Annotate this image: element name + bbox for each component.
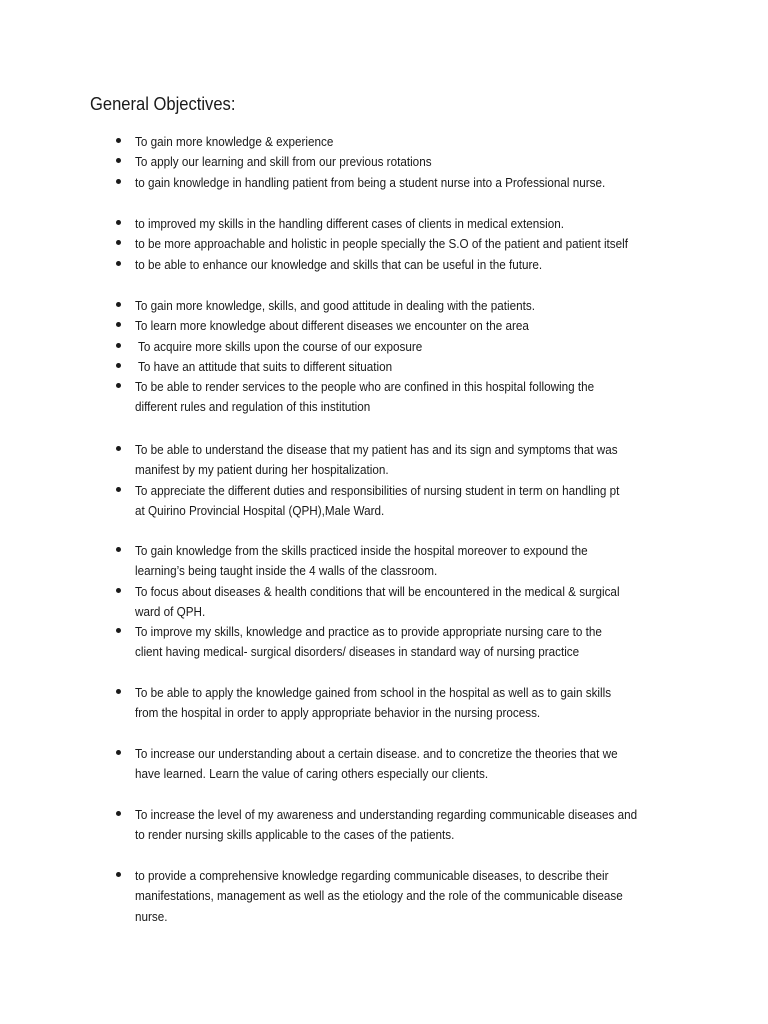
list-item-text: to be more approachable and holistic in people specially the S.O of the patient and patient itself (135, 236, 629, 252)
list-item-text: manifestations, management as well as the etiology and the role of the communicable disease (135, 888, 623, 904)
list-item (0, 357, 768, 377)
list-item-text: To gain more knowledge & experience (135, 134, 334, 149)
bullet-icon (116, 750, 121, 755)
bullet-icon (116, 588, 121, 593)
list-item (0, 805, 768, 846)
list-item (0, 214, 768, 234)
bullet-icon (116, 322, 121, 327)
list-item-text: To increase our understanding about a certain disease. and to concretize the theories that we (135, 746, 618, 761)
list-item-text: To learn more knowledge about different diseases we encounter on the area (135, 318, 529, 334)
list-item (0, 582, 768, 623)
objective-group (0, 214, 768, 275)
list-item-text: nurse. (135, 908, 168, 924)
list-item-text: different rules and regulation of this institution (135, 399, 371, 415)
objective-group (0, 866, 768, 927)
bullet-icon (116, 302, 121, 307)
list-item (0, 541, 768, 582)
list-item-text: To gain more knowledge, skills, and good attitude in dealing with the patients. (135, 298, 536, 313)
list-item-text: To focus about diseases & health conditions that will be encountered in the medical & surgical (135, 583, 620, 599)
bullet-icon (116, 487, 121, 492)
bullet-icon (116, 220, 121, 225)
list-item (0, 866, 768, 927)
list-item-text: To appreciate the different duties and responsibilities of nursing student in term on handling pt (135, 482, 620, 498)
list-item-text: to gain knowledge in handling patient from being a student nurse into a Professional nurse. (135, 174, 606, 190)
bullet-icon (116, 383, 121, 388)
bullet-icon (116, 363, 121, 368)
list-item-text: To increase the level of my awareness and understanding regarding communicable diseases and (135, 807, 638, 822)
list-item (0, 234, 768, 254)
list-item-text: To gain knowledge from the skills practiced inside the hospital moreover to expound the (135, 543, 588, 558)
list-item (0, 377, 768, 418)
objective-group (0, 744, 768, 785)
list-item (0, 622, 768, 663)
list-item-text: To improve my skills, knowledge and practice as to provide appropriate nursing care to the (135, 624, 602, 640)
objective-group (0, 805, 768, 846)
list-item-text: To be able to understand the disease that my patient has and its sign and symptoms that was (135, 442, 618, 457)
list-item-text: to improved my skills in the handling different cases of clients in medical extension. (135, 216, 565, 231)
objective-group (0, 296, 768, 418)
list-item-text: To be able to render services to the people who are confined in this hospital following the (135, 379, 595, 395)
list-item (0, 316, 768, 336)
list-item (0, 744, 768, 785)
bullet-icon (116, 446, 121, 451)
list-item-text: learning’s being taught inside the 4 walls of the classroom. (135, 563, 438, 579)
list-item-text: at Quirino Provincial Hospital (QPH),Male Ward. (135, 502, 385, 518)
bullet-icon (116, 261, 121, 266)
list-item (0, 296, 768, 316)
page-title: General Objectives: (90, 94, 236, 114)
bullet-icon (116, 179, 121, 184)
list-item (0, 481, 768, 522)
list-item (0, 337, 768, 357)
objective-group (0, 541, 768, 663)
list-item-text: client having medical- surgical disorders/ diseases in standard way of nursing practice (135, 644, 580, 660)
list-item (0, 173, 768, 193)
bullet-icon (116, 343, 121, 348)
list-item-text: To have an attitude that suits to different situation (135, 358, 393, 374)
list-item-text: to render nursing skills applicable to the cases of the patients. (135, 827, 455, 843)
list-item-text: manifest by my patient during her hospitalization. (135, 462, 389, 478)
bullet-icon (116, 872, 121, 877)
objective-group (0, 440, 768, 521)
list-item (0, 255, 768, 275)
bullet-icon (116, 547, 121, 552)
objective-group (0, 683, 768, 724)
objective-group (0, 132, 768, 193)
list-item-text: To acquire more skills upon the course of our exposure (135, 338, 423, 354)
list-item-text: have learned. Learn the value of caring others especially our clients. (135, 766, 489, 782)
list-item (0, 132, 768, 152)
bullet-icon (116, 811, 121, 816)
list-item-text: To be able to apply the knowledge gained from school in the hospital as well as to gain skills (135, 685, 612, 700)
list-item (0, 152, 768, 172)
bullet-icon (116, 158, 121, 163)
bullet-icon (116, 138, 121, 143)
list-item (0, 440, 768, 481)
list-item-text: from the hospital in order to apply appropriate behavior in the nursing process. (135, 705, 541, 721)
bullet-icon (116, 689, 121, 694)
bullet-icon (116, 240, 121, 245)
list-item-text: to be able to enhance our knowledge and skills that can be useful in the future. (135, 256, 543, 272)
list-item-text: ward of QPH. (135, 603, 206, 619)
list-item (0, 683, 768, 724)
list-item-text: To apply our learning and skill from our previous rotations (135, 154, 432, 170)
list-item-text: to provide a comprehensive knowledge regarding communicable diseases, to describe their (135, 868, 609, 883)
bullet-icon (116, 628, 121, 633)
